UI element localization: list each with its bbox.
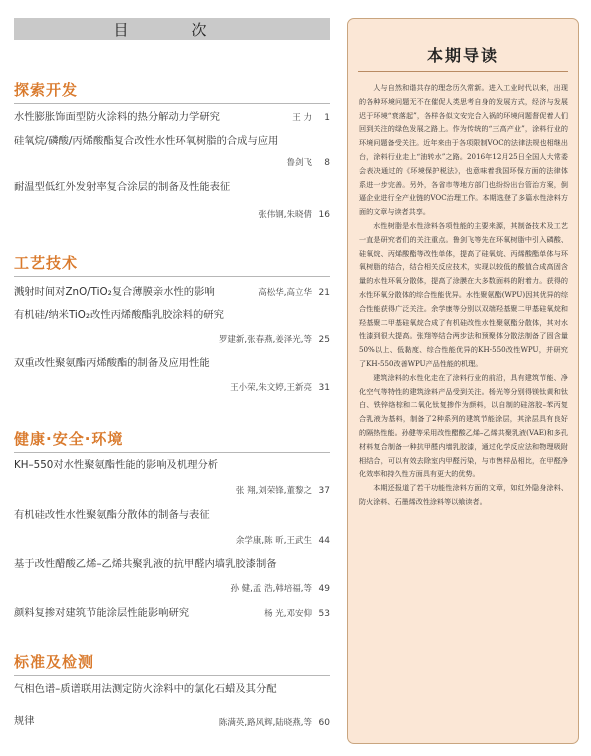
guide-paragraph: 建筑涂料的水性化走在了涂料行业的前沿，具有建筑节能、净化空气等特性的建筑涂料产品受到关注。杨光等分别得镁钛黄和钛白、铁锌络棕和二氧化钛复掺作为颜料，以自制的硅溶胶–苯丙复合乳液为基料，制备了2种系列的建筑节能涂层，其涂层具有良好的隔热性能。孙健等采用改性醋酸乙烯–乙烯共聚乳液(VAE)和多孔材料复合制备一种抗甲醛内墙乳胶漆，通过化学反应法和物理吸附相结合，可以有效去除室内甲醛污染，与市售样品相比，在甲醛净化效率和持久性方面具有更大的优势。 xyxy=(359,372,568,479)
entry-title: 双重改性聚氨酯丙烯酸酯的制备及应用性能 xyxy=(14,357,210,369)
entry-authors: 鲁剑飞 xyxy=(286,158,312,168)
entry-authors: 余学康,陈 昕,王武生 xyxy=(235,536,312,546)
entry-authors: 杨 光,邓安仰 xyxy=(264,609,312,619)
entry-title: 有机硅改性水性聚氨酯分散体的制备与表征 xyxy=(14,509,210,521)
section-process xyxy=(14,252,330,277)
guide-paragraph: 本期还报道了若干功能性涂料方面的文章，如红外隐身涂料、防火涂料、石墨烯改性涂料等以飨读者。 xyxy=(359,483,568,506)
entry-page: 60 xyxy=(318,718,330,728)
entry-title: 耐温型低红外发射率复合涂层的制备及性能表征 xyxy=(14,181,231,193)
entry-authors: 王小荣,朱文婷,王新亮 xyxy=(230,383,312,393)
toc-header xyxy=(14,18,330,40)
entry-title: 硅氧烷/磷酸/丙烯酸酯复合改性水性环氧树脂的合成与应用 xyxy=(14,135,279,147)
guide-divider xyxy=(358,71,568,72)
toc-entry[interactable] xyxy=(14,308,330,348)
entry-page: 1 xyxy=(324,113,330,123)
section-health-safety-env xyxy=(14,428,330,453)
entry-page: 8 xyxy=(324,158,330,168)
toc-entry[interactable] xyxy=(14,606,330,622)
toc-entry[interactable] xyxy=(14,458,330,500)
entry-title: 水性膨胀饰面型防火涂料的热分解动力学研究 xyxy=(14,111,220,123)
section-title: 标准及检测 xyxy=(14,651,330,676)
toc-entry[interactable] xyxy=(14,285,330,301)
toc-entry[interactable] xyxy=(14,110,330,126)
section-explore xyxy=(14,79,330,104)
toc-title: 目 次 xyxy=(113,20,231,39)
entry-authors: 陈满英,路风辉,陆晓燕,等 xyxy=(218,718,312,728)
toc-entry[interactable] xyxy=(14,356,330,396)
entry-title: KH–550对水性聚氨酯性能的影响及机理分析 xyxy=(14,459,219,471)
toc-entry[interactable] xyxy=(14,180,330,224)
entry-title-continued: 规律 xyxy=(14,715,35,727)
entry-page: 21 xyxy=(318,288,330,298)
entry-authors: 罗建新,张春燕,姜泽光,等 xyxy=(218,335,312,345)
entry-title: 气相色谱–质谱联用法测定防火涂料中的氯化石蜡及其分配 xyxy=(14,683,277,695)
entry-page: 44 xyxy=(318,536,330,546)
guide-paragraph: 水性树脂是水性涂料各项性能的主要来源，其制备技术及工艺一直是研究者们的关注重点。鲁剑飞等先在环氧树脂中引入磷酸、硅氧烷、丙烯酸酯等改性单体，提高了硅氧烷、丙烯酸酯单体与环氧树脂的结合，结合相关反应技术，实现以较低的酸值合成高固含量的水性环氧分散体，提高了涂膜在大多数面料的附着力。获得的水性环氧分散体的综合性能优异。水性聚氨酯(WPU)因其优异的综合性能获得广泛关注。余学康等分别以双端羟基聚二甲基硅氧烷和羟基聚二甲基硅氧烷合成了有机硅改性水性聚氨酯分散体，其对水性漆到很大提高。张翔等结合两步法和预聚体分散法制备了固含量50%以上、低黏度、综合性能优异的KH-550改性WPU，并研究了KH-550改善WPU产品性能的机理。 xyxy=(359,220,568,368)
toc-entry[interactable] xyxy=(14,508,330,550)
section-title: 工艺技术 xyxy=(14,252,330,277)
entry-authors: 张 翔,刘荣锋,董黎之 xyxy=(235,486,312,496)
entry-title: 基于改性醋酸乙烯–乙烯共聚乳液的抗甲醛内墙乳胶漆制备 xyxy=(14,558,277,570)
toc-entry[interactable] xyxy=(14,557,330,597)
toc-entry[interactable] xyxy=(14,134,330,168)
entry-page: 25 xyxy=(318,335,330,345)
entry-title: 溅射时间对ZnO/TiO₂复合薄膜亲水性的影响 xyxy=(14,286,215,298)
toc-entry[interactable] xyxy=(14,682,330,742)
guide-body xyxy=(359,81,568,509)
section-title: 探索开发 xyxy=(14,79,330,104)
entry-title: 有机硅/纳米TiO₂改性丙烯酸酯乳胶涂料的研究 xyxy=(14,309,224,321)
entry-page: 31 xyxy=(318,383,330,393)
entry-authors: 高松华,高立华 xyxy=(258,288,312,298)
guide-title: 本期导读 xyxy=(426,46,499,65)
entry-page: 49 xyxy=(318,584,330,594)
editorial-guide-panel xyxy=(347,18,579,744)
entry-page: 53 xyxy=(318,609,330,619)
section-standards-testing xyxy=(14,651,330,676)
entry-authors: 王 力 xyxy=(292,113,312,123)
guide-paragraph: 人与自然和谐共存的理念历久常新。进入工业时代以来，出现的各种环境问题无不在催促人类思考自身的发展方式，经济与发展迟于环境“衰落起”，各样各似文安完合入祸的环境问题督促着人们回到关注的绿色发展之路上。作为传统的“三高产业”，涂料行业的环境问题备受关注。近年来由于各项限制VOC的法律法规也相继出台，涂料行业走上“油转水”之路。2016年12月25日全国人大常委会表决通过的《环境保护税法》，也意味着我国环保方面的法律体系进一步完善。另外，各省市等地方部门也纷纷出台管治方案，倒逼企业进行全产业链的VOC治理工作。本期选登了多篇水性涂料方面的文章与读者共享。 xyxy=(359,83,568,217)
entry-authors: 孙 健,孟 浩,韩培福,等 xyxy=(230,584,312,594)
entry-page: 37 xyxy=(318,486,330,496)
section-title: 健康·安全·环境 xyxy=(14,428,330,453)
entry-authors: 张伟钢,朱晓倩 xyxy=(258,210,312,220)
entry-title: 颜料复掺对建筑节能涂层性能影响研究 xyxy=(14,607,190,619)
entry-page: 16 xyxy=(318,210,330,220)
